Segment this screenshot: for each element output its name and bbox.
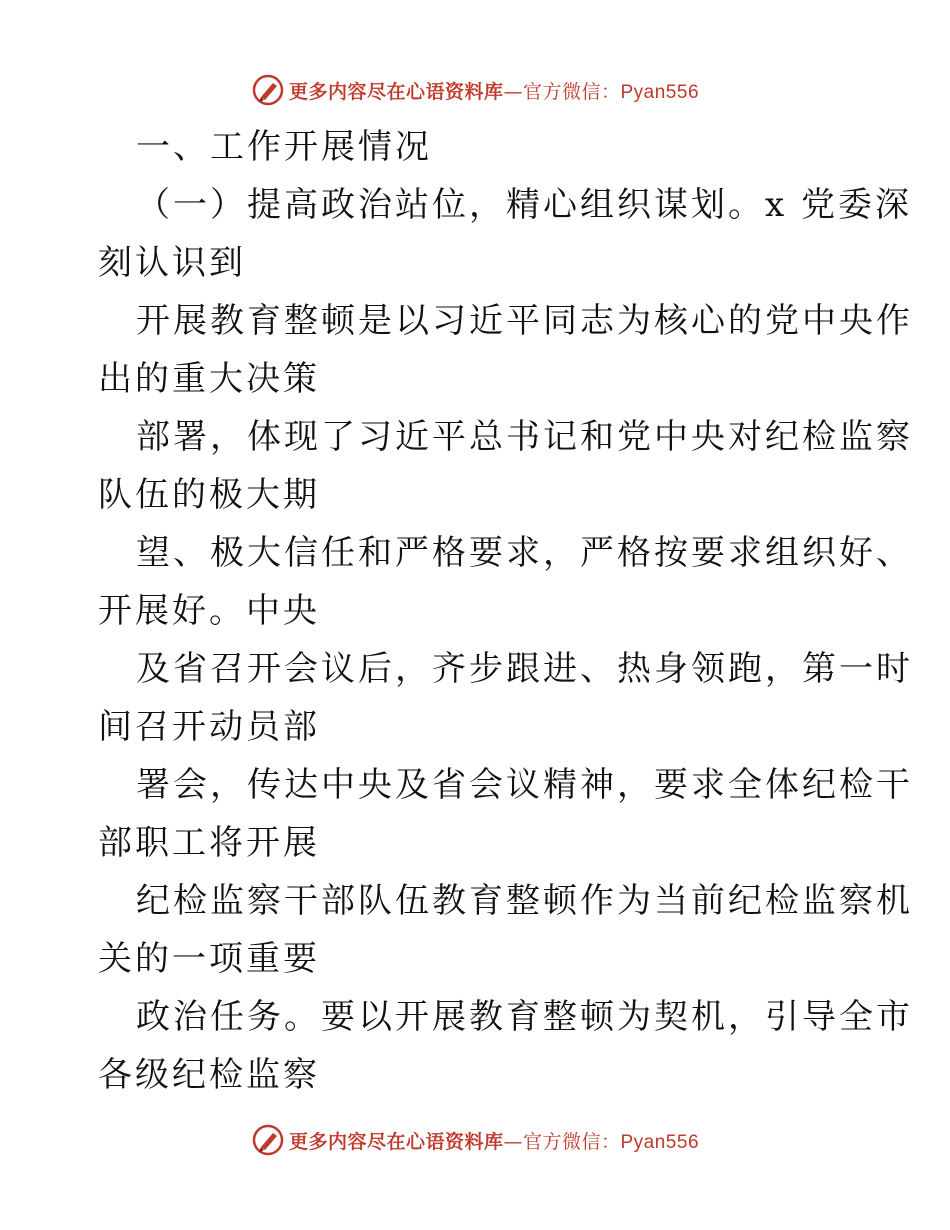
paragraph-line: 部署，体现了习近平总书记和党中央对纪检监察 [136, 417, 913, 457]
paragraph-line: 间召开动员部 [98, 707, 320, 747]
watermark-dash: — [503, 1130, 523, 1153]
paragraph-line: 政治任务。要以开展教育整顿为契机，引导全市 [136, 997, 913, 1037]
paragraph-line: 队伍的极大期 [98, 475, 320, 515]
pen-logo-icon [251, 1123, 285, 1157]
watermark-label: 官方微信： [522, 80, 621, 103]
paragraph-line: 各级纪检监察 [98, 1055, 320, 1095]
pen-logo-icon [251, 73, 285, 107]
paragraph-line: 纪检监察干部队伍教育整顿作为当前纪检监察机 [136, 881, 913, 921]
paragraph-line: 部职工将开展 [98, 823, 320, 863]
watermark-label: 官方微信： [522, 1130, 621, 1153]
watermark-id: Pyan556 [620, 81, 700, 103]
watermark-main: 更多内容尽在心语资料库 [288, 1130, 504, 1153]
paragraph-line: 署会，传达中央及省会议精神，要求全体纪检干 [136, 765, 913, 805]
watermark-footer [0, 1120, 950, 1160]
document-body [98, 118, 913, 1104]
watermark-main: 更多内容尽在心语资料库 [288, 80, 504, 103]
section-heading: 一、工作开展情况 [136, 127, 432, 167]
paragraph-line: 开展教育整顿是以习近平同志为核心的党中央作 [136, 301, 913, 341]
paragraph-line: 开展好。中央 [98, 591, 320, 631]
watermark-text [289, 1127, 699, 1154]
paragraph-line: 望、极大信任和严格要求，严格按要求组织好、 [136, 533, 913, 573]
paragraph-line: 出的重大决策 [98, 359, 320, 399]
paragraph-line: （一）提高政治站位，精心组织谋划。x 党委深 [136, 185, 912, 225]
watermark-text [289, 77, 699, 104]
paragraph-line: 及省召开会议后，齐步跟进、热身领跑，第一时 [136, 649, 913, 689]
watermark-dash: — [503, 80, 523, 103]
watermark-header [0, 70, 950, 110]
watermark-id: Pyan556 [620, 1131, 700, 1153]
paragraph-line: 刻认识到 [98, 243, 246, 283]
paragraph-line: 关的一项重要 [98, 939, 320, 979]
